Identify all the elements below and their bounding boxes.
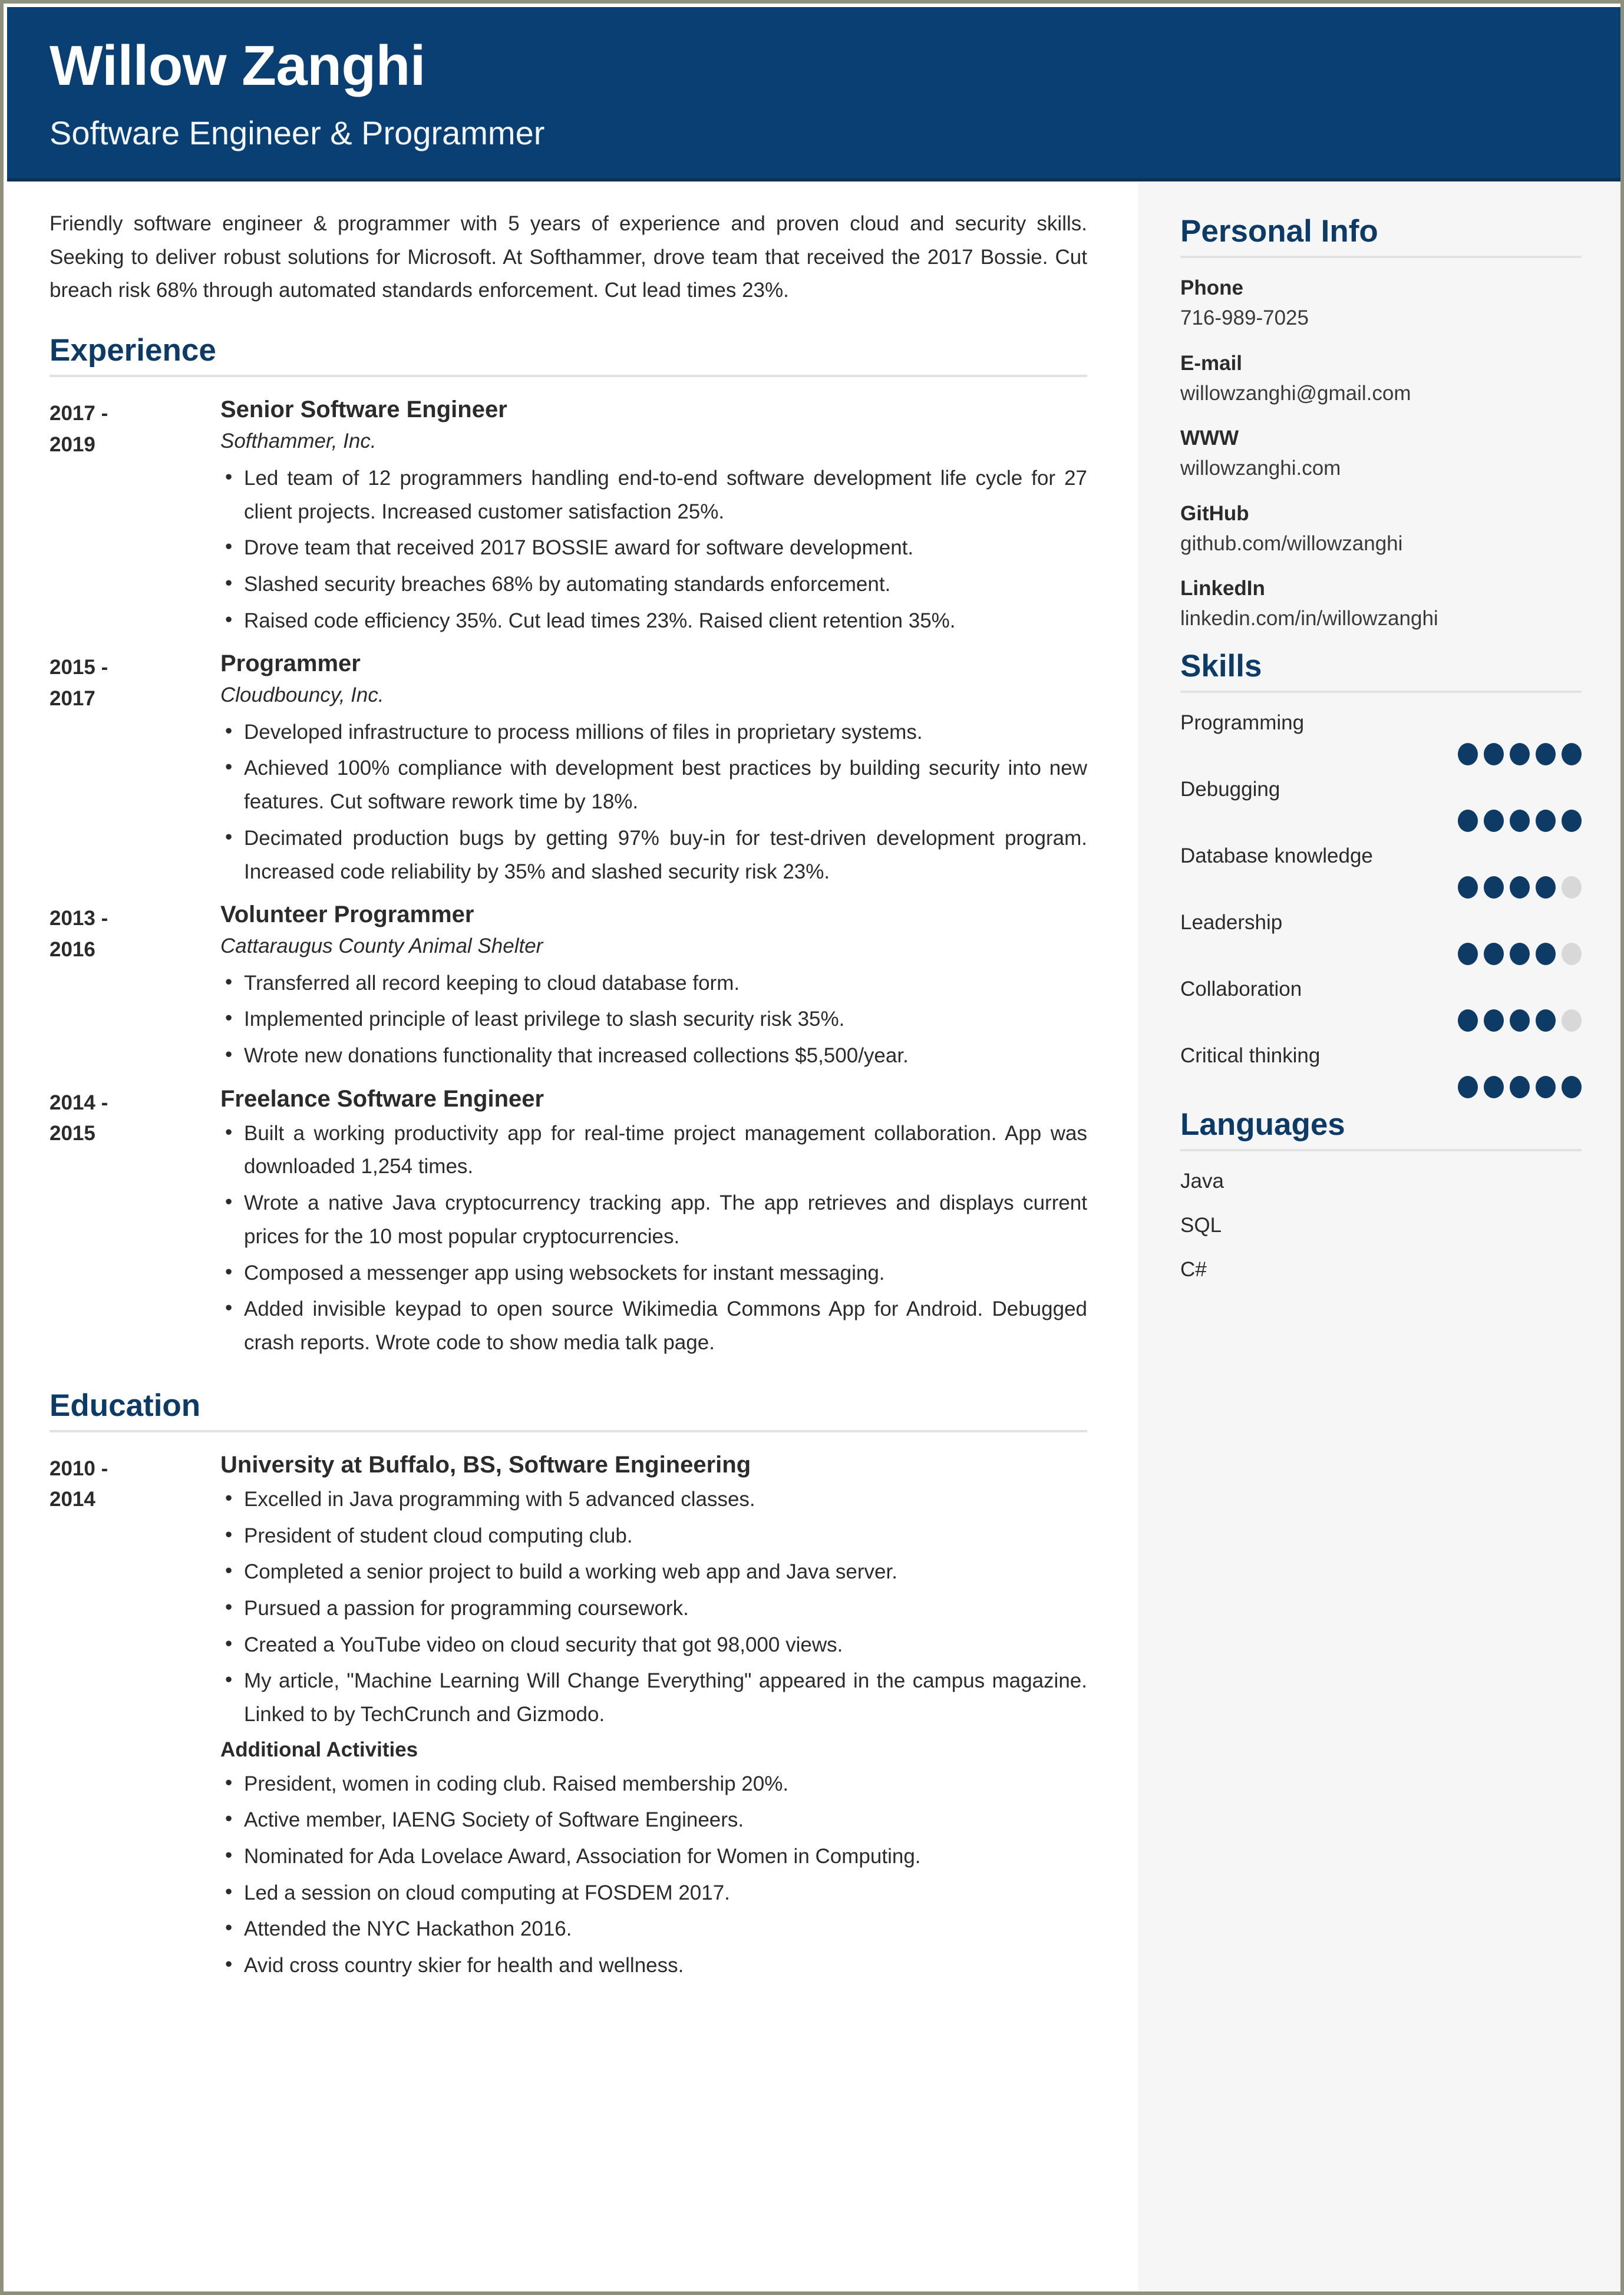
skill-rating-dots [1180,743,1582,765]
language-item: C# [1180,1258,1207,1282]
rating-dot-icon [1562,743,1582,765]
rating-dot-icon [1458,1076,1478,1098]
rating-dot-icon [1458,1009,1478,1032]
skill-label: Critical thinking [1180,1044,1321,1068]
sidebar-heading-skills: Skills [1180,648,1262,683]
entry-date-range [49,1084,220,1363]
skill-label: Debugging [1180,778,1280,801]
personal-info-value[interactable]: 716-989-7025 [1180,306,1309,330]
personal-info-list [1180,273,1582,634]
sidebar-divider-skills [1180,691,1582,693]
personal-info-item [1180,499,1582,559]
education-list [49,1450,1087,1986]
bullet-item: • Developed infrastructure to process millions of files in proprietary systems. [220,716,1087,749]
bullet-item: • Decimated production bugs by getting 97% buy-in for test-driven development program. Increased code reliability by 35% and slashed security risk 23%. [220,822,1087,889]
rating-dot-icon [1458,943,1478,965]
entry-degree-title: University at Buffalo, BS, Software Engineering [220,1451,751,1478]
bullet-item: • Raised code efficiency 35%. Cut lead times 23%. Raised client retention 35%. [220,605,1087,638]
entry-body [220,1450,1087,1986]
entry-date-range [49,900,220,1076]
languages-list [1180,1167,1582,1284]
additional-activities-heading: Additional Activities [220,1738,418,1761]
rating-dot-icon [1484,943,1504,965]
skill-rating-dots [1180,943,1582,965]
rating-dot-icon [1536,743,1556,765]
skill-label: Leadership [1180,911,1283,934]
entry-date-end: 2016 [49,937,95,961]
bullet-item: • Led a session on cloud computing at FOSDEM 2017. [220,1877,1087,1910]
rating-dot-icon [1562,1009,1582,1032]
personal-info-item [1180,273,1582,333]
sidebar-heading-languages: Languages [1180,1107,1345,1142]
bullet-item: • Nominated for Ada Lovelace Award, Association for Women in Computing. [220,1840,1087,1874]
rating-dot-icon [1484,1009,1504,1032]
bullet-item: • Drove team that received 2017 BOSSIE award for software development. [220,531,1087,565]
bullet-item: • Built a working productivity app for real-time project management collaboration. App was downloaded 1,254 times. [220,1117,1087,1184]
rating-dot-icon [1536,1076,1556,1098]
rating-dot-icon [1510,1009,1530,1032]
bullet-list [220,1483,1087,1732]
rating-dot-icon [1510,943,1530,965]
entry-date-end: 2014 [49,1488,95,1511]
bullet-list [220,967,1087,1073]
rating-dot-icon [1484,743,1504,765]
skill-rating-dots [1180,810,1582,832]
skill-row [1180,975,1582,1032]
bullet-list [220,716,1087,889]
bullet-item: • Composed a messenger app using websockets for instant messaging. [220,1257,1087,1290]
personal-info-label: Phone [1180,276,1243,300]
entry-company: Cloudbouncy, Inc. [220,683,384,707]
experience-entry [49,900,1087,1076]
bullet-item: • Transferred all record keeping to cloud database form. [220,967,1087,1000]
skill-row [1180,841,1582,899]
resume-inner [7,7,1624,2295]
entry-job-title: Freelance Software Engineer [220,1085,544,1112]
entry-body [220,1084,1087,1363]
personal-info-label: E-mail [1180,351,1243,375]
rating-dot-icon [1510,876,1530,899]
bullet-item: • Wrote a native Java cryptocurrency tracking app. The app retrieves and displays current prices for the 10 most popular cryptocurrencies. [220,1187,1087,1253]
personal-info-label: WWW [1180,427,1239,450]
personal-info-item [1180,424,1582,484]
bullet-item: • Active member, IAENG Society of Software Engineers. [220,1804,1087,1837]
bullet-item: • Pursued a passion for programming coursework. [220,1592,1087,1626]
experience-entry [49,649,1087,891]
sidebar-column [1138,181,1624,2295]
entry-date-end: 2019 [49,432,95,456]
entry-date-end: 2017 [49,686,95,710]
personal-info-value[interactable]: linkedin.com/in/willowzanghi [1180,607,1438,630]
page-title: Willow Zanghi [49,34,425,97]
skill-label: Programming [1180,711,1305,735]
bullet-item: • Attended the NYC Hackathon 2016. [220,1913,1087,1946]
bullet-item: • Completed a senior project to build a working web app and Java server. [220,1556,1087,1589]
entry-date-start: 2013 - [49,907,108,930]
entry-date-range [49,395,220,640]
rating-dot-icon [1536,810,1556,832]
entry-date-start: 2017 - [49,402,108,425]
experience-entry [49,1084,1087,1363]
skill-row [1180,708,1582,765]
rating-dot-icon [1562,876,1582,899]
bullet-item: • Avid cross country skier for health and wellness. [220,1949,1087,1983]
experience-entry [49,395,1087,640]
rating-dot-icon [1458,743,1478,765]
sidebar-heading-personal-info: Personal Info [1180,214,1378,249]
bullet-item: • Achieved 100% compliance with development best practices by building security into new features. Cut software rework time by 18%. [220,752,1087,818]
rating-dot-icon [1458,876,1478,899]
summary-paragraph: Friendly software engineer & programmer with 5 years of experience and proven cloud and security skills. Seeking to deliver robust solutions for Microsoft. At Softhammer, drove team that received the 2017 Bossie. Cut breach risk 68% through automated standards enforcement. Cut lead times 23%. [49,212,1087,302]
bullet-item: • My article, "Machine Learning Will Change Everything" appeared in the campus magazine. Linked to by TechCrunch and Gizmodo. [220,1665,1087,1731]
rating-dot-icon [1536,876,1556,899]
sidebar-divider-personal-info [1180,256,1582,258]
bullet-item: • Implemented principle of least privilege to slash security risk 35%. [220,1003,1087,1036]
skill-rating-dots [1180,1076,1582,1098]
main-column [7,181,1138,2295]
rating-dot-icon [1458,810,1478,832]
entry-date-range [49,1450,220,1986]
entry-body [220,649,1087,891]
rating-dot-icon [1510,1076,1530,1098]
rating-dot-icon [1562,1076,1582,1098]
bullet-list [220,1117,1087,1360]
personal-info-value[interactable]: willowzanghi@gmail.com [1180,381,1411,405]
sidebar-divider-languages [1180,1149,1582,1151]
bullet-list [220,462,1087,638]
entry-date-start: 2014 - [49,1091,108,1114]
rating-dot-icon [1510,743,1530,765]
skill-label: Collaboration [1180,978,1302,1001]
rating-dot-icon [1510,810,1530,832]
personal-info-label: LinkedIn [1180,577,1265,600]
entry-company: Cattaraugus County Animal Shelter [220,934,543,958]
personal-info-label: GitHub [1180,501,1249,525]
section-divider-experience [49,375,1087,377]
personal-info-item [1180,349,1582,409]
section-heading-experience: Experience [49,333,216,368]
entry-job-title: Programmer [220,650,361,677]
education-entry [49,1450,1087,1986]
language-item: SQL [1180,1214,1222,1237]
entry-job-title: Volunteer Programmer [220,902,474,928]
resume-header [7,7,1624,181]
entry-date-range [49,649,220,891]
bullet-item: • Led team of 12 programmers handling end-to-end software development life cycle for 27 client projects. Increased customer satisfaction 25%. [220,462,1087,529]
skill-row [1180,775,1582,832]
job-title: Software Engineer & Programmer [49,114,545,151]
entry-body [220,395,1087,640]
entry-job-title: Senior Software Engineer [220,397,507,423]
rating-dot-icon [1562,810,1582,832]
skill-rating-dots [1180,876,1582,899]
resume-body [7,181,1624,2295]
rating-dot-icon [1484,876,1504,899]
bullet-item: • President, women in coding club. Raised membership 20%. [220,1768,1087,1801]
rating-dot-icon [1484,1076,1504,1098]
rating-dot-icon [1536,943,1556,965]
personal-info-value[interactable]: willowzanghi.com [1180,457,1341,480]
bullet-item: • President of student cloud computing club. [220,1520,1087,1553]
personal-info-item [1180,574,1582,634]
rating-dot-icon [1536,1009,1556,1032]
entry-date-start: 2015 - [49,656,108,679]
skill-label: Database knowledge [1180,844,1373,868]
bullet-item: • Slashed security breaches 68% by automating standards enforcement. [220,568,1087,602]
rating-dot-icon [1562,943,1582,965]
section-heading-education: Education [49,1388,201,1423]
bullet-item: • Excelled in Java programming with 5 advanced classes. [220,1483,1087,1517]
rating-dot-icon [1484,810,1504,832]
skill-row [1180,908,1582,965]
skills-list [1180,708,1582,1098]
skill-row [1180,1041,1582,1098]
bullet-item: • Added invisible keypad to open source Wikimedia Commons App for Android. Debugged crash reports. Wrote code to show media talk page. [220,1293,1087,1359]
language-item: Java [1180,1170,1224,1193]
entry-date-end: 2015 [49,1122,95,1145]
bullet-item: • Created a YouTube video on cloud security that got 98,000 views. [220,1629,1087,1662]
entry-body [220,900,1087,1076]
entry-date-start: 2010 - [49,1457,108,1480]
entry-company: Softhammer, Inc. [220,430,377,453]
bullet-item: • Wrote new donations functionality that increased collections $5,500/year. [220,1039,1087,1073]
bullet-list [220,1768,1087,1983]
experience-list [49,395,1087,1362]
personal-info-value[interactable]: github.com/willowzanghi [1180,531,1403,555]
skill-rating-dots [1180,1009,1582,1032]
section-divider-education [49,1430,1087,1432]
